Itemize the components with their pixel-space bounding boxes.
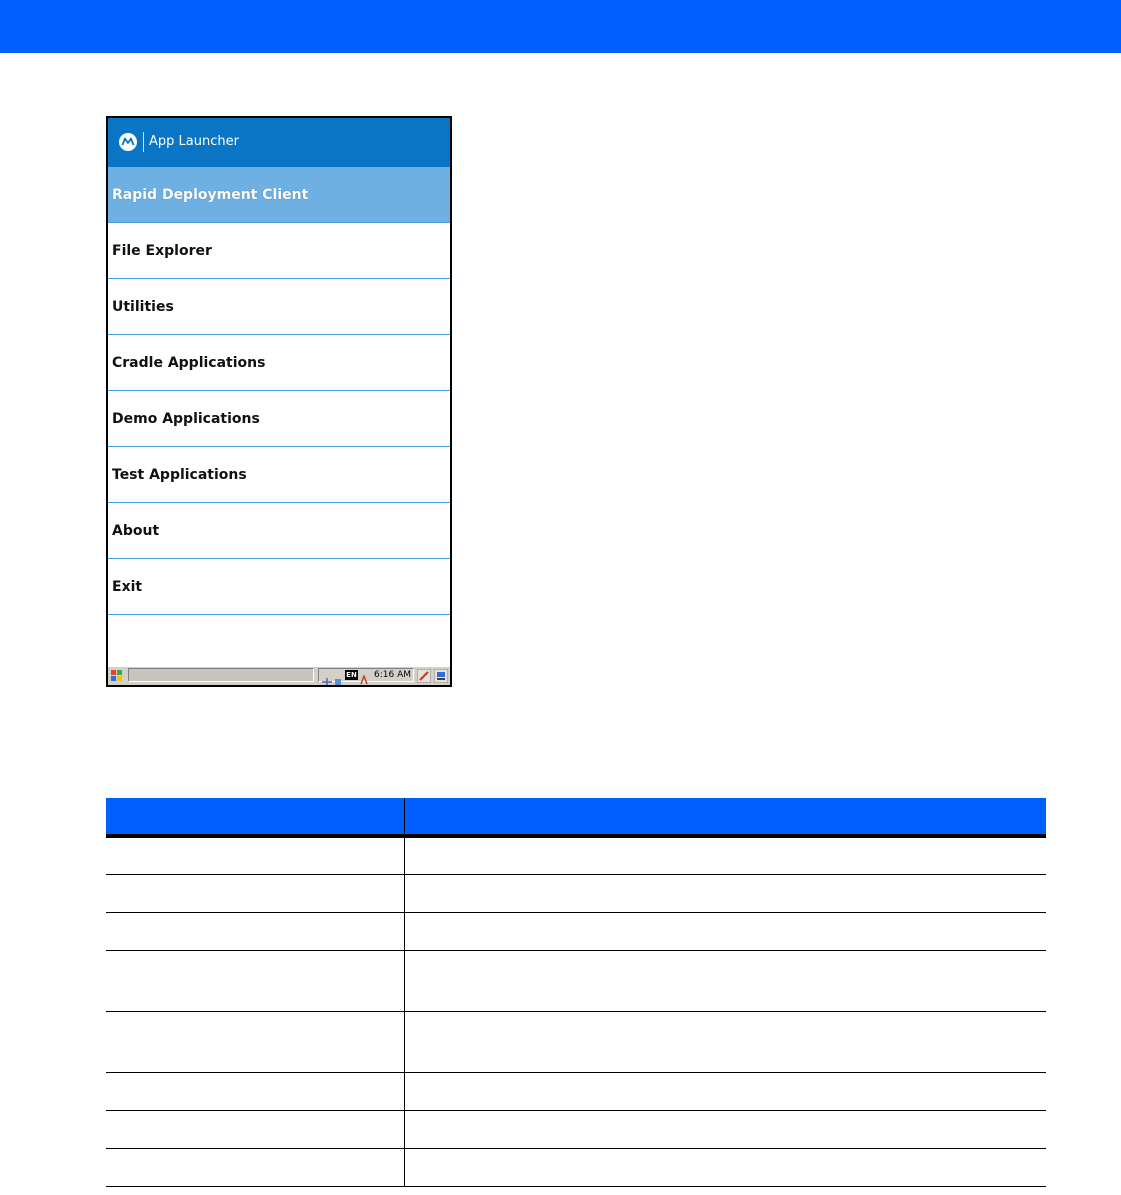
pen-icon[interactable]: [417, 668, 431, 682]
menu-item-label: Test Applications: [112, 467, 247, 483]
app-title: App Launcher: [149, 134, 239, 149]
reference-table: [106, 798, 1046, 1187]
task-slot: [128, 668, 314, 682]
table-cell: [106, 950, 404, 1011]
table-row: [106, 836, 1046, 874]
menu-item-label: Utilities: [112, 299, 174, 315]
connection-icon[interactable]: [334, 671, 342, 679]
menu-item-label: Rapid Deployment Client: [112, 187, 309, 203]
menu-item-demo-applications[interactable]: [108, 391, 450, 447]
table-cell: [404, 1110, 1046, 1148]
table-row: [106, 1072, 1046, 1110]
network-icon[interactable]: [322, 671, 332, 679]
table-cell: [404, 912, 1046, 950]
header-separator: [143, 132, 144, 152]
table-row: [106, 950, 1046, 1011]
menu-item-cradle-applications[interactable]: [108, 335, 450, 391]
table-cell: [106, 1072, 404, 1110]
table-cell: [404, 1148, 1046, 1186]
start-icon[interactable]: [110, 668, 124, 682]
table-cell: [106, 836, 404, 874]
menu-item-about[interactable]: [108, 503, 450, 559]
clock[interactable]: 6:16 AM: [374, 670, 411, 680]
table-cell: [404, 950, 1046, 1011]
header-band: [0, 0, 1121, 53]
table-row: [106, 874, 1046, 912]
menu-item-test-applications[interactable]: [108, 447, 450, 503]
menu-item-label: Demo Applications: [112, 411, 260, 427]
menu-item-rapid-deployment-client[interactable]: [108, 167, 450, 223]
menu-item-label: About: [112, 523, 160, 539]
table-row: [106, 1011, 1046, 1072]
table-cell: [404, 1072, 1046, 1110]
motorola-logo-icon: [119, 133, 137, 151]
table-row: [106, 1148, 1046, 1186]
table-cell: [404, 874, 1046, 912]
menu-item-label: File Explorer: [112, 243, 212, 259]
input-panel-icon[interactable]: [434, 668, 448, 682]
table-cell: [404, 1011, 1046, 1072]
table-cell: [106, 912, 404, 950]
launcher-menu: [108, 167, 450, 615]
menu-item-label: Exit: [112, 579, 143, 595]
table-cell: [106, 1011, 404, 1072]
table-cell: [106, 874, 404, 912]
table-row: [106, 1110, 1046, 1148]
system-tray: [318, 668, 414, 682]
table-header-cell: [106, 798, 404, 836]
table-header-cell: [404, 798, 1046, 836]
menu-item-file-explorer[interactable]: [108, 223, 450, 279]
keyboard-icon[interactable]: [360, 670, 368, 680]
taskbar: [108, 666, 450, 685]
menu-item-utilities[interactable]: [108, 279, 450, 335]
table-cell: [404, 836, 1046, 874]
app-header: [108, 118, 450, 167]
language-badge[interactable]: EN: [346, 671, 357, 679]
table-cell: [106, 1110, 404, 1148]
device-screenshot: [106, 116, 452, 687]
table-cell: [106, 1148, 404, 1186]
menu-item-exit[interactable]: [108, 559, 450, 615]
table-header-row: [106, 798, 1046, 836]
menu-item-label: Cradle Applications: [112, 355, 266, 371]
table-row: [106, 912, 1046, 950]
